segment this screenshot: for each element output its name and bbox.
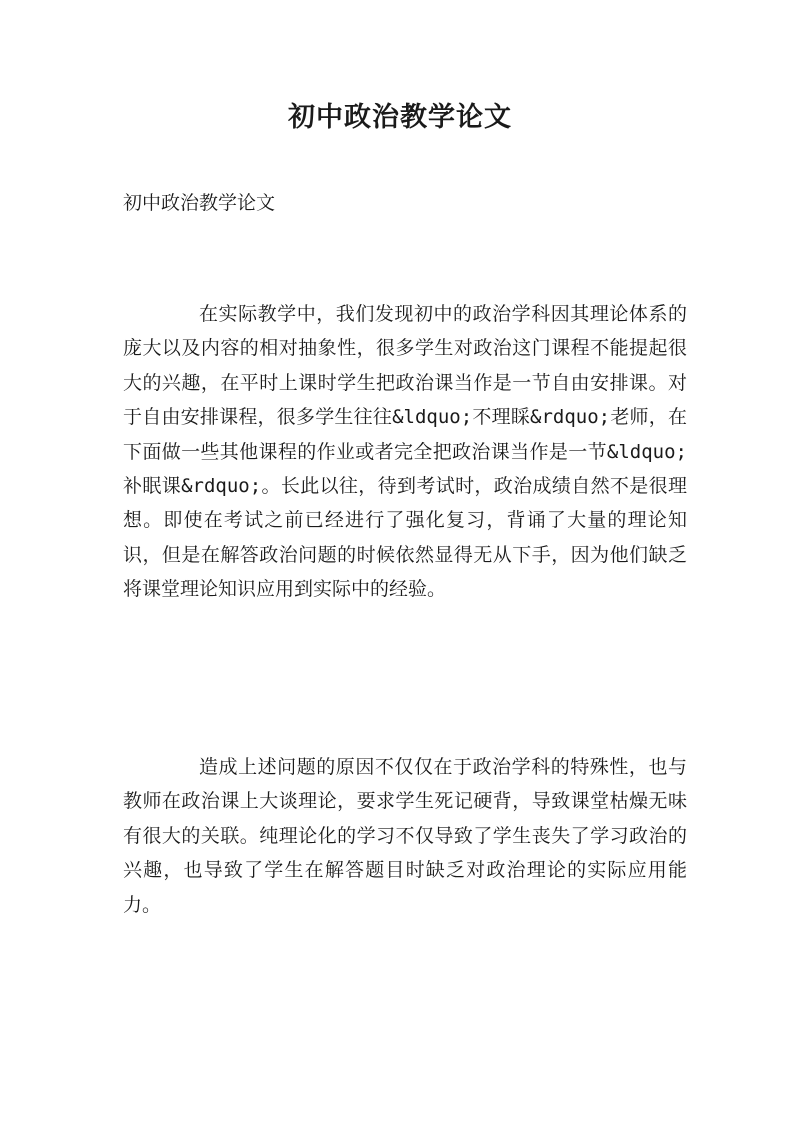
document-title: 初中政治教学论文 — [288, 102, 512, 133]
paragraph: 在实际教学中，我们发现初中的政治学科因其理论体系的庞大以及内容的相对抽象性，很多学生对政治这门课程不能提起很大的兴趣，在平时上课时学生把政治课当作是一节自由安排课。对于自由安排课程，很多学生往往&ldquo;不理睬&rdquo;老师，在下面做一些其他课程的作业或者完全把政治课当作是一节&ldquo;补眠课&rdquo;。长此以往，待到考试时，政治成绩自然不是很理想。即使在考试之前已经进行了强化复习，背诵了大量的理论知识，但是在解答政治问题的时候依然显得无从下手，因为他们缺乏将课堂理论知识应用到实际中的经验。 — [123, 303, 687, 601]
paragraph: 造成上述问题的原因不仅仅在于政治学科的特殊性，也与教师在政治课上大谈理论，要求学生死记硬背，导致课堂枯燥无味有很大的关联。纯理论化的学习不仅导致了学生丧失了学习政治的兴趣，也导致了学生在解答题目时缺乏对政治理论的实际应用能力。 — [123, 756, 687, 916]
document-subtitle: 初中政治教学论文 — [123, 192, 276, 214]
